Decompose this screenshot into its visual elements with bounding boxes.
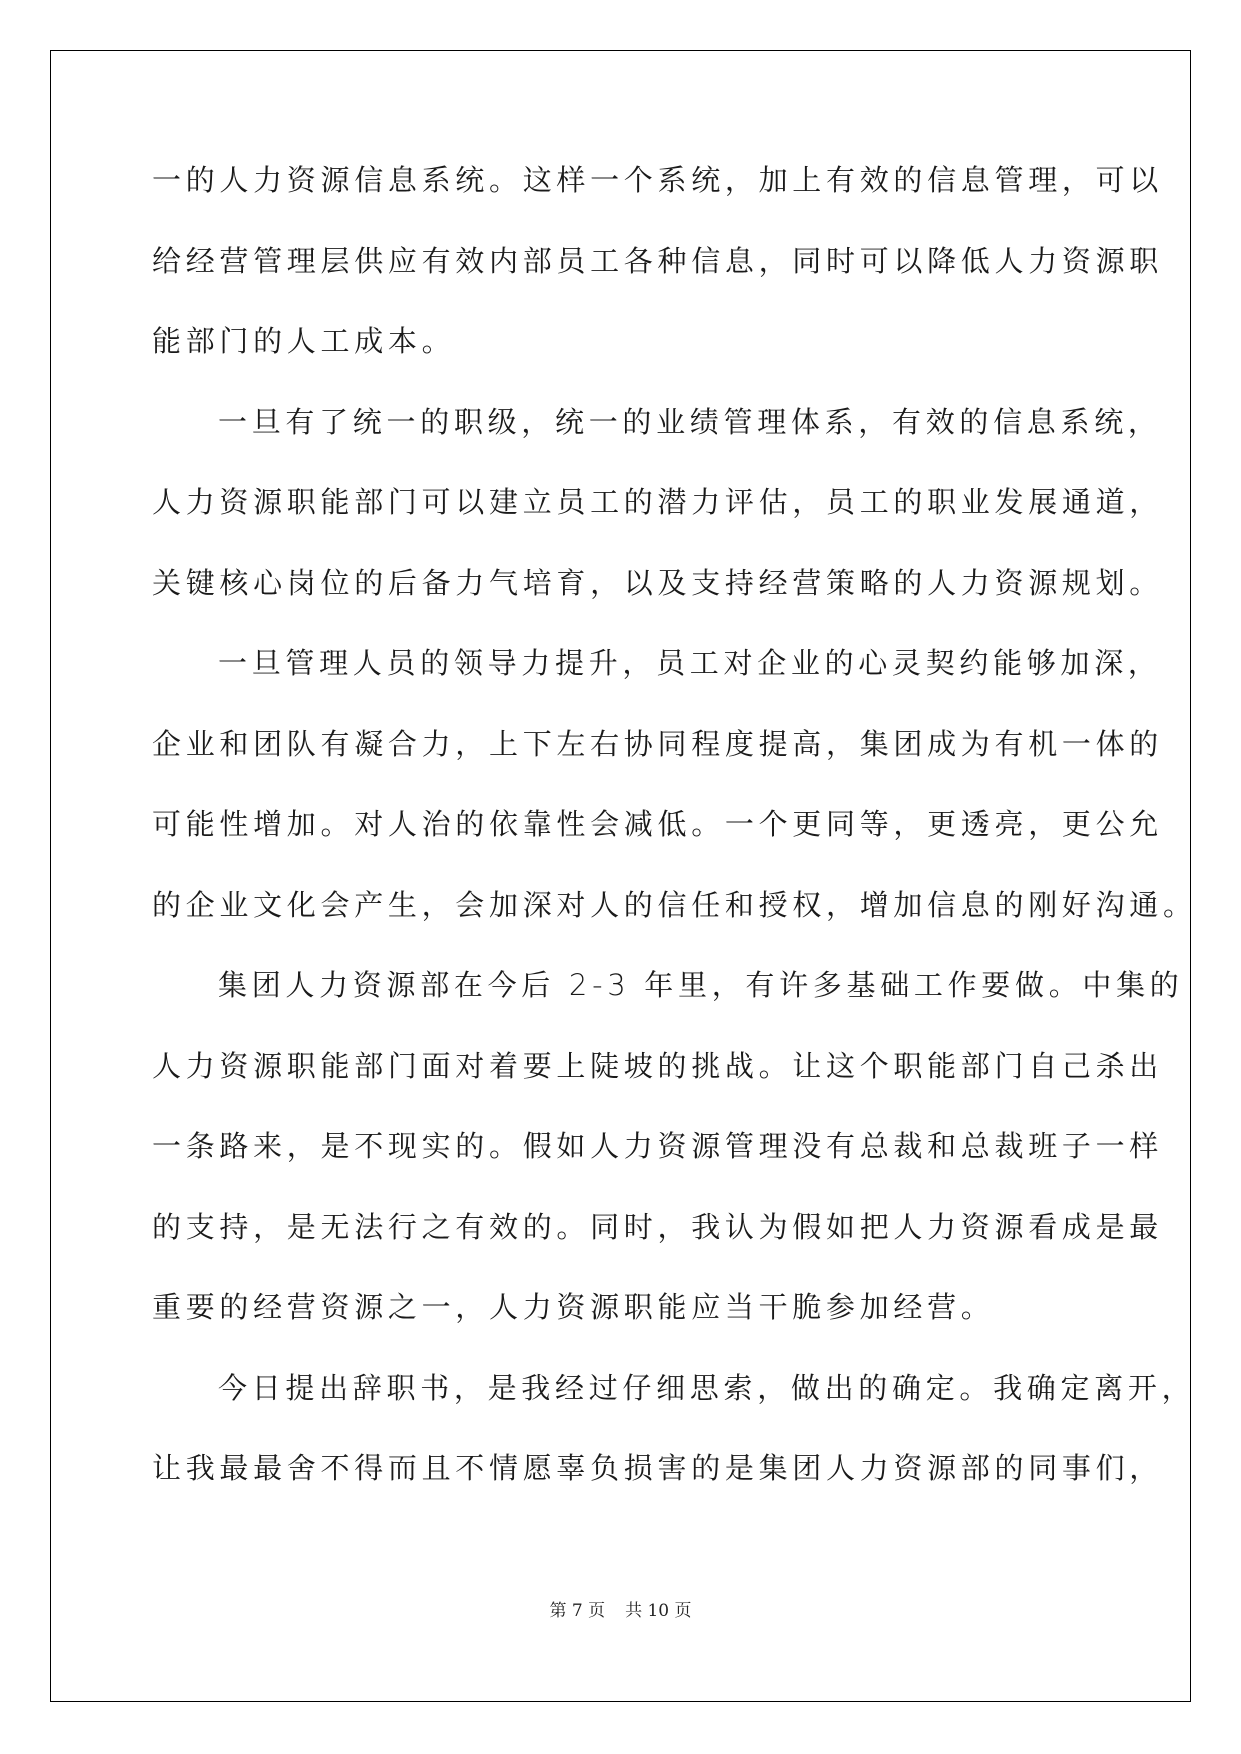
text-line: 一条路来，是不现实的。假如人力资源管理没有总裁和总裁班子一样 <box>152 1129 1164 1163</box>
paragraph-start-line: 一旦管理人员的领导力提升，员工对企业的心灵契约能够加深， <box>218 646 1162 680</box>
text-line: 重要的经营资源之一，人力资源职能应当干脆参加经营。 <box>152 1290 995 1324</box>
text-line: 的支持，是无法行之有效的。同时，我认为假如把人力资源看成是最 <box>152 1209 1164 1244</box>
text-line: 企业和团队有凝合力，上下左右协同程度提高，集团成为有机一体的 <box>152 726 1164 761</box>
text-line: 可能性增加。对人治的依靠性会减低。一个更同等，更透亮，更公允 <box>152 807 1164 841</box>
text-line: 人力资源职能部门面对着要上陡坡的挑战。让这个职能部门自己杀出 <box>152 1048 1164 1083</box>
current-page-number: 第 7 页 <box>549 1601 606 1621</box>
document-body <box>152 160 1197 1529</box>
text-line: 让我最最舍不得而且不情愿辜负损害的是集团人力资源部的同事们， <box>152 1451 1164 1485</box>
paragraph-start-line: 一旦有了统一的职级，统一的业绩管理体系，有效的信息系统， <box>218 404 1162 439</box>
paragraph-start-line: 今日提出辞职书，是我经过仔细思索，做出的确定。我确定离开， <box>218 1370 1196 1405</box>
text-line: 人力资源职能部门可以建立员工的潜力评估，员工的职业发展通道， <box>152 485 1164 519</box>
paragraph-start-line: 集团人力资源部在今后 2-3 年里，有许多基础工作要做。中集的 <box>218 968 1184 1002</box>
text-line: 关键核心岗位的后备力气培育，以及支持经营策略的人力资源规划。 <box>152 565 1164 600</box>
text-line: 能部门的人工成本。 <box>152 324 456 358</box>
text-line: 一的人力资源信息系统。这样一个系统，加上有效的信息管理，可以 <box>152 163 1164 197</box>
text-line: 给经营管理层供应有效内部员工各种信息，同时可以降低人力资源职 <box>152 243 1164 278</box>
page-footer <box>0 1596 1241 1621</box>
text-line: 的企业文化会产生，会加深对人的信任和授权，增加信息的刚好沟通。 <box>152 887 1197 922</box>
total-page-count: 共 10 页 <box>625 1601 692 1621</box>
